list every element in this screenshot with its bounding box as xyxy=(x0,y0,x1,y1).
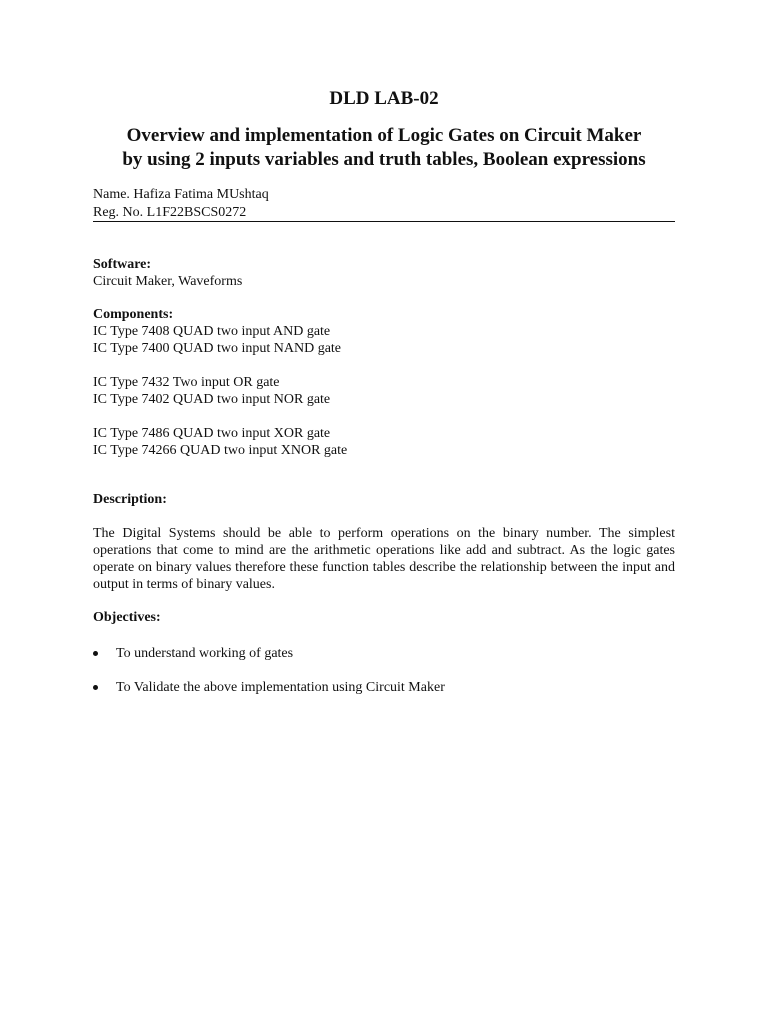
component-item: IC Type 7408 QUAD two input AND gate xyxy=(93,324,331,339)
spacer xyxy=(93,357,675,374)
component-item: IC Type 74266 QUAD two input XNOR gate xyxy=(93,443,348,458)
student-name: Name. Hafiza Fatima MUshtaq xyxy=(93,187,269,202)
spacer xyxy=(93,508,675,525)
component-item: IC Type 7402 QUAD two input NOR gate xyxy=(93,392,331,407)
description-label: Description: xyxy=(93,492,167,507)
spacer xyxy=(93,408,675,425)
software-value: Circuit Maker, Waveforms xyxy=(93,274,243,289)
objective-text: To Validate the above implementation using Circuit Maker xyxy=(116,680,445,695)
student-info xyxy=(93,186,269,222)
components-label: Components: xyxy=(93,307,174,322)
title-line-1: Overview and implementation of Logic Gates on Circuit Maker xyxy=(126,125,642,146)
title-line-2: by using 2 inputs variables and truth tables, Boolean expressions xyxy=(122,149,646,170)
description-text: The Digital Systems should be able to perform operations on the binary number. The simplest operations that come to mind are the arithmetic operations like add and subtract. As the logic gates operate on binary values therefore these function tables describe the relationship between the input and output in terms of binary values. xyxy=(93,526,675,592)
component-item: IC Type 7486 QUAD two input XOR gate xyxy=(93,426,331,441)
bullet-icon xyxy=(93,685,98,690)
objectives-label: Objectives: xyxy=(93,610,161,625)
bullet-icon xyxy=(93,651,98,656)
components-section xyxy=(93,306,675,459)
header-divider xyxy=(93,221,675,222)
software-label: Software: xyxy=(93,257,152,272)
description-section xyxy=(93,491,675,593)
component-item: IC Type 7400 QUAD two input NAND gate xyxy=(93,341,342,356)
component-item: IC Type 7432 Two input OR gate xyxy=(93,375,280,390)
registration-number: Reg. No. L1F22BSCS0272 xyxy=(93,205,247,220)
lab-title: DLD LAB-02 xyxy=(329,88,439,109)
objective-text: To understand working of gates xyxy=(116,646,294,661)
document-title xyxy=(80,124,688,172)
objectives-section xyxy=(93,609,675,626)
software-section xyxy=(93,256,675,290)
